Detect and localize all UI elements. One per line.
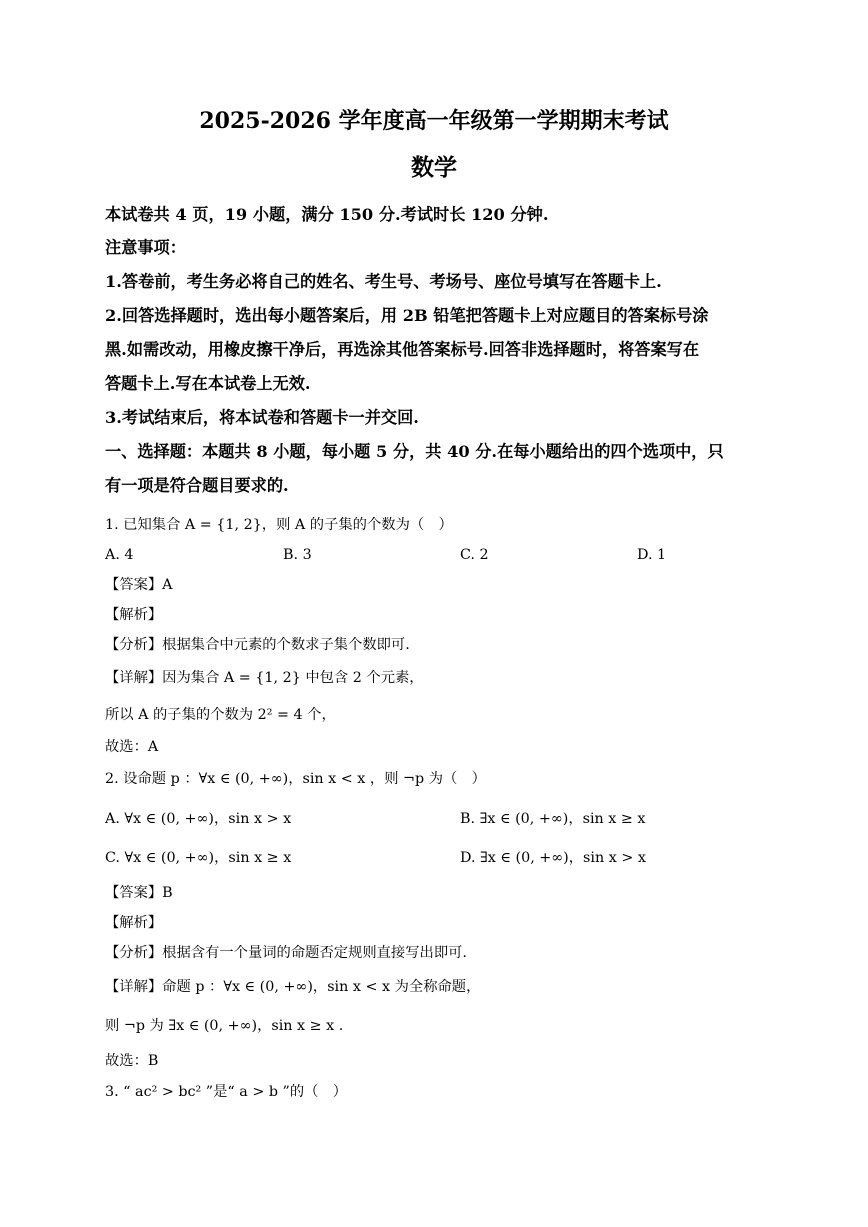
question-1-option-b: B. 3	[283, 547, 312, 563]
question-1-option-c: C. 2	[460, 547, 489, 563]
section-heading-line-1: 一、选择题：本题共 8 小题，每小题 5 分，共 40 分.在每小题给出的四个选项中，只	[105, 442, 724, 461]
question-1-answer: 【答案】A	[105, 577, 173, 593]
question-2-detail: 【详解】命题 p ：∀x ∈ (0, +∞)，sin x < x 为全称命题，	[105, 979, 481, 995]
notice-item-1: 1.答卷前，考生务必将自己的姓名、考生号、考场号、座位号填写在答题卡上.	[105, 272, 662, 291]
question-1-detail-2: 所以 A 的子集的个数为 2² = 4 个，	[105, 707, 336, 723]
question-3-stem: 3. “ ac² > bc² ”是“ a > b ”的（ ）	[105, 1084, 348, 1100]
question-2-option-d: D. ∃x ∈ (0, +∞)，sin x > x	[460, 850, 646, 866]
notice-heading: 注意事项：	[105, 238, 186, 257]
section-heading-line-2: 有一项是符合题目要求的.	[105, 476, 289, 495]
subject-title: 数学	[411, 154, 457, 181]
question-2-choice: 故选：B	[105, 1053, 159, 1069]
notice-item-2-line-1: 2.回答选择题时，选出每小题答案后，用 2B 铅笔把答题卡上对应题目的答案标号涂	[105, 306, 709, 325]
question-1-option-a: A. 4	[105, 547, 134, 563]
question-1-choice: 故选：A	[105, 739, 159, 755]
question-2-analysis: 【分析】根据含有一个量词的命题否定规则直接写出即可.	[105, 945, 467, 961]
question-1-stem: 1. 已知集合 A = {1, 2}，则 A 的子集的个数为（ ）	[105, 517, 453, 533]
question-2-stem: 2. 设命题 p ：∀x ∈ (0, +∞)，sin x < x ，则 ¬p 为（ ）	[105, 771, 486, 787]
question-2-detail-2: 则 ¬p 为 ∃x ∈ (0, +∞)，sin x ≥ x .	[105, 1018, 344, 1034]
question-1-analysis: 【分析】根据集合中元素的个数求子集个数即可.	[105, 637, 410, 653]
question-1-detail: 【详解】因为集合 A = {1, 2} 中包含 2 个元素，	[105, 670, 424, 686]
question-1-option-d: D. 1	[637, 547, 667, 563]
notice-item-2-line-3: 答题卡上.写在本试卷上无效.	[105, 374, 311, 393]
exam-intro: 本试卷共 4 页，19 小题，满分 150 分.考试时长 120 分钟.	[105, 205, 549, 224]
notice-item-2-line-2: 黑.如需改动，用橡皮擦干净后，再选涂其他答案标号.回答非选择题时，将答案写在	[105, 340, 700, 359]
notice-item-3: 3.考试结束后，将本试卷和答题卡一并交回.	[105, 408, 419, 427]
exam-title: 2025-2026 学年度高一年级第一学期期末考试	[199, 108, 669, 134]
question-2-answer: 【答案】B	[105, 885, 173, 901]
question-1-analysis-label: 【解析】	[105, 607, 163, 623]
question-2-option-b: B. ∃x ∈ (0, +∞)，sin x ≥ x	[460, 811, 646, 827]
question-2-analysis-label: 【解析】	[105, 915, 163, 931]
question-2-option-a: A. ∀x ∈ (0, +∞)，sin x > x	[105, 811, 292, 827]
question-2-option-c: C. ∀x ∈ (0, +∞)，sin x ≥ x	[105, 850, 292, 866]
